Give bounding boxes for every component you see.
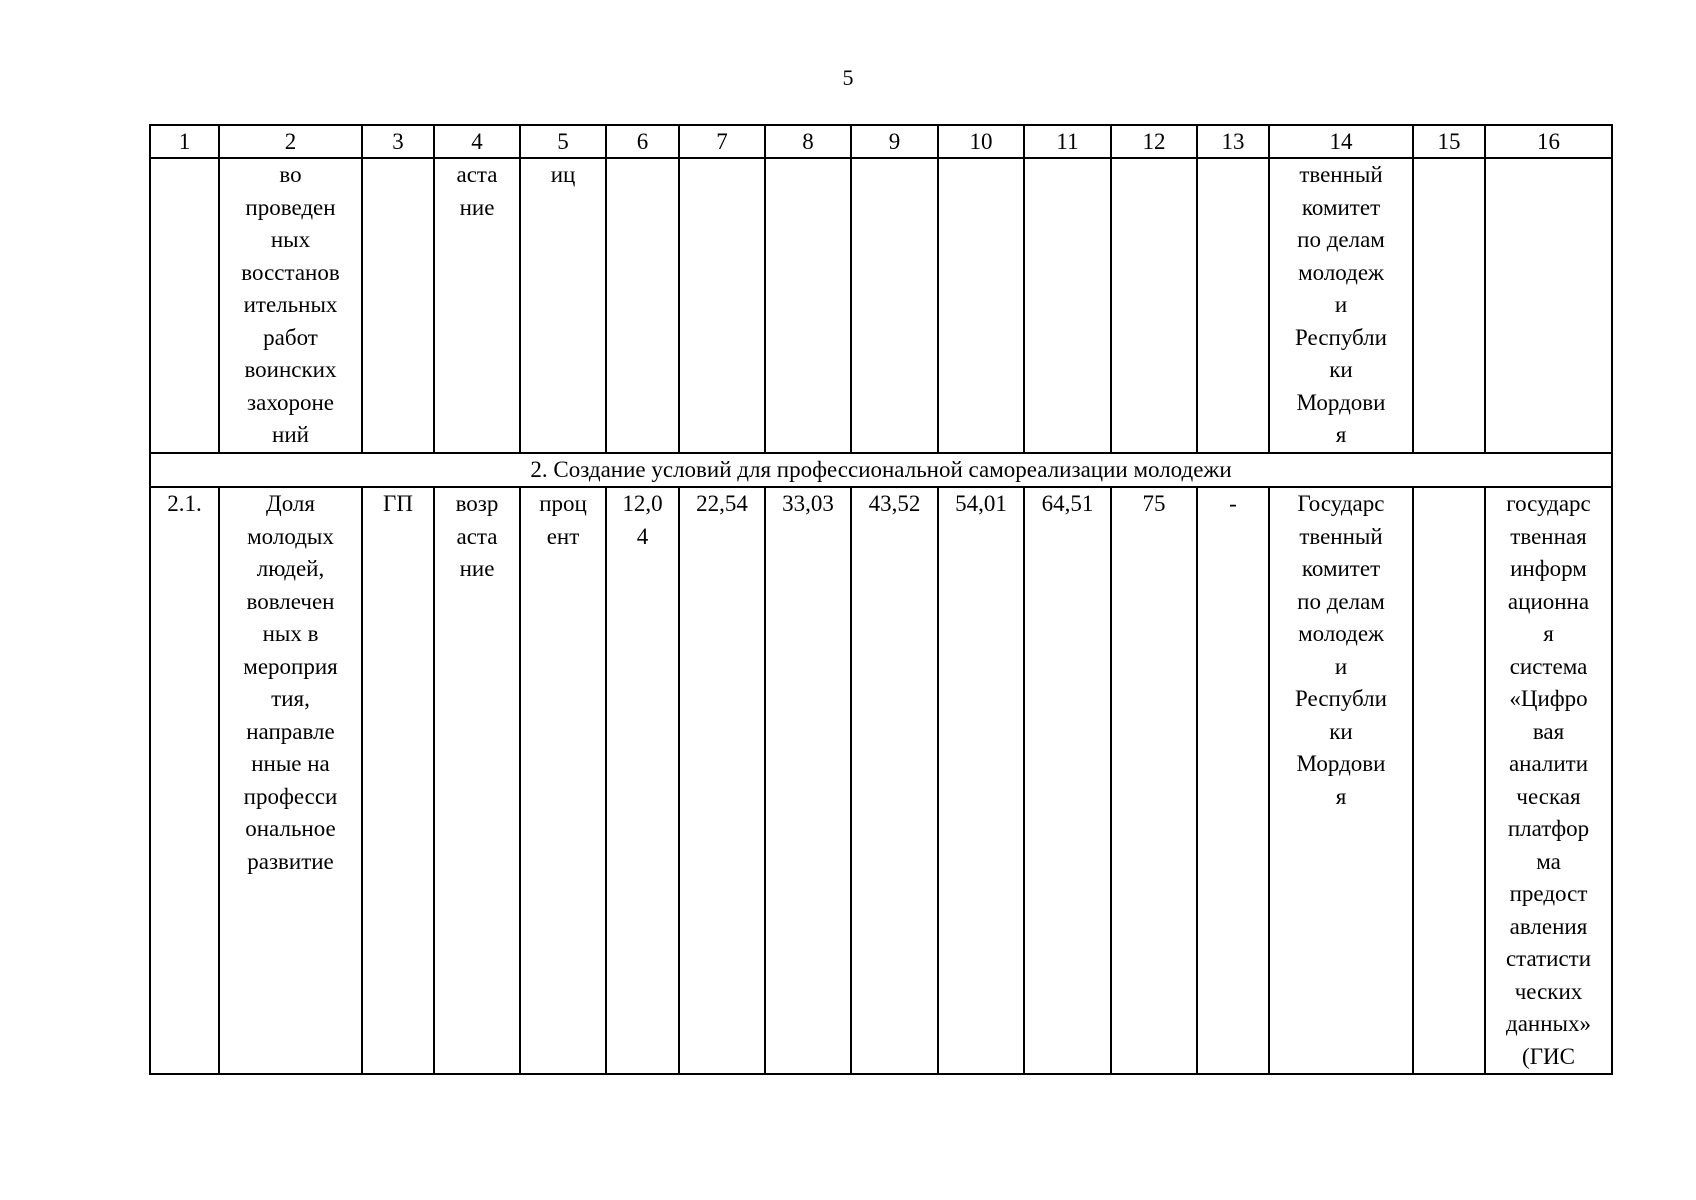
cell-text-line: иц bbox=[550, 162, 576, 187]
column-number-12: 12 bbox=[1111, 125, 1197, 158]
column-number-10: 10 bbox=[938, 125, 1024, 158]
cell-col-5 bbox=[520, 487, 606, 1074]
cell-text-line: аналити bbox=[1508, 751, 1589, 776]
cell-text-line: ние bbox=[459, 194, 495, 220]
cell-text-line: (ГИС bbox=[1522, 1043, 1575, 1069]
column-number-8: 8 bbox=[765, 125, 851, 158]
cell-col-8 bbox=[765, 158, 851, 453]
cell-col-15 bbox=[1413, 158, 1485, 453]
cell-text-line: ние bbox=[459, 556, 495, 581]
cell-text-line: «Цифро bbox=[1509, 686, 1588, 711]
indicators-table bbox=[149, 124, 1613, 1075]
cell-text-line: 64,51 bbox=[1041, 491, 1094, 516]
cell-text-line: государс bbox=[1506, 491, 1591, 516]
cell-text-line: ных bbox=[270, 227, 311, 252]
cell-col-10 bbox=[938, 158, 1024, 453]
cell-text-line: ма bbox=[1536, 848, 1561, 874]
column-number-4: 4 bbox=[434, 125, 520, 158]
cell-col-6 bbox=[606, 487, 679, 1074]
cell-text-line: мероприя bbox=[243, 653, 338, 679]
cell-text-line: ональное bbox=[245, 816, 336, 841]
cell-text-line: воинских bbox=[244, 357, 337, 382]
cell-text-line: аста bbox=[456, 162, 498, 187]
cell-text-line: возр bbox=[455, 491, 499, 516]
column-number-3: 3 bbox=[362, 125, 434, 158]
cell-text-line: статисти bbox=[1505, 946, 1592, 971]
column-number-2: 2 bbox=[219, 125, 362, 158]
cell-text-line: - bbox=[1229, 491, 1237, 516]
cell-text-line: и bbox=[1334, 653, 1348, 679]
cell-col-5 bbox=[520, 158, 606, 453]
section-row bbox=[150, 453, 1612, 487]
cell-col-2 bbox=[219, 158, 362, 453]
cell-text-line: система bbox=[1509, 653, 1588, 679]
cell-text-line: професси bbox=[243, 783, 338, 809]
column-number-6: 6 bbox=[606, 125, 679, 158]
cell-text-line: восстанов bbox=[241, 259, 340, 285]
cell-text-line: во bbox=[279, 162, 302, 187]
cell-text-line: ационна bbox=[1507, 588, 1590, 614]
cell-text-line: твенный bbox=[1299, 523, 1383, 549]
column-number-9: 9 bbox=[851, 125, 938, 158]
cell-col-4 bbox=[434, 487, 520, 1074]
cell-text-line: Республи bbox=[1295, 686, 1387, 711]
cell-text-line: Республи bbox=[1295, 324, 1387, 350]
cell-col-9 bbox=[851, 158, 938, 453]
cell-text-line: ческая bbox=[1516, 783, 1581, 809]
table-row bbox=[150, 158, 1612, 453]
cell-col-6 bbox=[606, 158, 679, 453]
cell-text-line: информ bbox=[1510, 556, 1587, 581]
cell-col-16 bbox=[1485, 487, 1612, 1074]
cell-col-15 bbox=[1413, 487, 1485, 1074]
cell-col-8 bbox=[765, 487, 851, 1074]
column-number-16: 16 bbox=[1485, 125, 1612, 158]
cell-text-line: развитие bbox=[247, 848, 334, 874]
cell-text-line: направле bbox=[246, 718, 335, 744]
cell-text-line: тия, bbox=[271, 686, 310, 711]
cell-col-7 bbox=[679, 487, 765, 1074]
cell-col-2 bbox=[219, 487, 362, 1074]
cell-col-13 bbox=[1197, 158, 1269, 453]
column-number-row bbox=[150, 125, 1612, 158]
cell-text-line: молодеж bbox=[1298, 621, 1384, 646]
cell-text-line: Мордови bbox=[1296, 751, 1386, 776]
cell-text-line: 12,0 bbox=[622, 491, 663, 516]
cell-text-line: аста bbox=[456, 523, 498, 549]
column-number-1: 1 bbox=[150, 125, 219, 158]
cell-text-line: 75 bbox=[1142, 491, 1166, 516]
cell-text-line: 33,03 bbox=[782, 491, 834, 516]
column-number-13: 13 bbox=[1197, 125, 1269, 158]
cell-text-line: 22,54 bbox=[696, 491, 748, 516]
cell-text-line: по делам bbox=[1297, 227, 1385, 252]
cell-text-line: захороне bbox=[247, 389, 334, 415]
cell-text-line: по делам bbox=[1297, 588, 1385, 614]
cell-col-12 bbox=[1111, 158, 1197, 453]
column-number-5: 5 bbox=[520, 125, 606, 158]
cell-col-4 bbox=[434, 158, 520, 453]
cell-text-line: данных» bbox=[1506, 1011, 1591, 1036]
cell-text-line: ний bbox=[272, 422, 309, 447]
column-number-7: 7 bbox=[679, 125, 765, 158]
cell-text-line: ческих bbox=[1514, 978, 1583, 1004]
cell-text-line: ки bbox=[1329, 718, 1353, 744]
cell-text-line: работ bbox=[263, 324, 318, 350]
cell-col-12 bbox=[1111, 487, 1197, 1074]
cell-text-line: комитет bbox=[1301, 556, 1381, 581]
cell-text-line: ГП bbox=[383, 491, 413, 516]
column-number-11: 11 bbox=[1024, 125, 1111, 158]
cell-col-11 bbox=[1024, 158, 1111, 453]
cell-text-line: ент bbox=[546, 523, 580, 549]
cell-text-line: проц bbox=[539, 491, 587, 516]
cell-text-line: ных в bbox=[262, 621, 319, 646]
cell-col-10 bbox=[938, 487, 1024, 1074]
cell-col-3 bbox=[362, 487, 434, 1074]
cell-text-line: вая bbox=[1532, 718, 1565, 744]
column-number-14: 14 bbox=[1269, 125, 1413, 158]
cell-text-line: ки bbox=[1329, 357, 1353, 382]
cell-col-13 bbox=[1197, 487, 1269, 1074]
cell-text-line: платфор bbox=[1507, 816, 1590, 841]
cell-col-7 bbox=[679, 158, 765, 453]
cell-col-14 bbox=[1269, 487, 1413, 1074]
cell-text-line: молодых bbox=[247, 523, 334, 549]
column-number-15: 15 bbox=[1413, 125, 1485, 158]
cell-text-line: вовлечен bbox=[246, 588, 335, 614]
cell-col-9 bbox=[851, 487, 938, 1074]
cell-text-line: Доля bbox=[266, 491, 315, 516]
cell-text-line: 2.1. bbox=[167, 491, 202, 516]
cell-text-line: 4 bbox=[636, 523, 649, 549]
cell-text-line: Государс bbox=[1297, 491, 1385, 516]
cell-text-line: авления bbox=[1509, 913, 1588, 939]
cell-text-line: молодеж bbox=[1298, 259, 1384, 285]
cell-text-line: я bbox=[1543, 621, 1554, 646]
cell-col-11 bbox=[1024, 487, 1111, 1074]
cell-text-line: комитет bbox=[1301, 194, 1381, 220]
cell-text-line: 43,52 bbox=[868, 491, 921, 516]
cell-text-line: твенная bbox=[1510, 523, 1587, 549]
cell-text-line: проведен bbox=[245, 194, 336, 220]
section-title: 2. Создание условий для профессиональной самореализации молодежи bbox=[150, 453, 1612, 487]
cell-text-line: и bbox=[1334, 292, 1348, 317]
cell-col-1 bbox=[150, 158, 219, 453]
cell-text-line: я bbox=[1335, 422, 1347, 447]
cell-text-line: нные на bbox=[251, 751, 330, 776]
cell-text-line: Мордови bbox=[1296, 389, 1386, 415]
cell-text-line: людей, bbox=[256, 556, 325, 581]
cell-text-line: твенный bbox=[1299, 162, 1383, 187]
cell-col-14 bbox=[1269, 158, 1413, 453]
cell-col-1 bbox=[150, 487, 219, 1074]
cell-col-3 bbox=[362, 158, 434, 453]
cell-text-line: предост bbox=[1509, 881, 1588, 906]
cell-text-line: ительных bbox=[243, 292, 338, 317]
cell-text-line: я bbox=[1335, 783, 1347, 809]
cell-text-line: 54,01 bbox=[955, 491, 1007, 516]
page-number: 5 bbox=[842, 65, 854, 90]
cell-col-16 bbox=[1485, 158, 1612, 453]
table-row bbox=[150, 487, 1612, 1074]
